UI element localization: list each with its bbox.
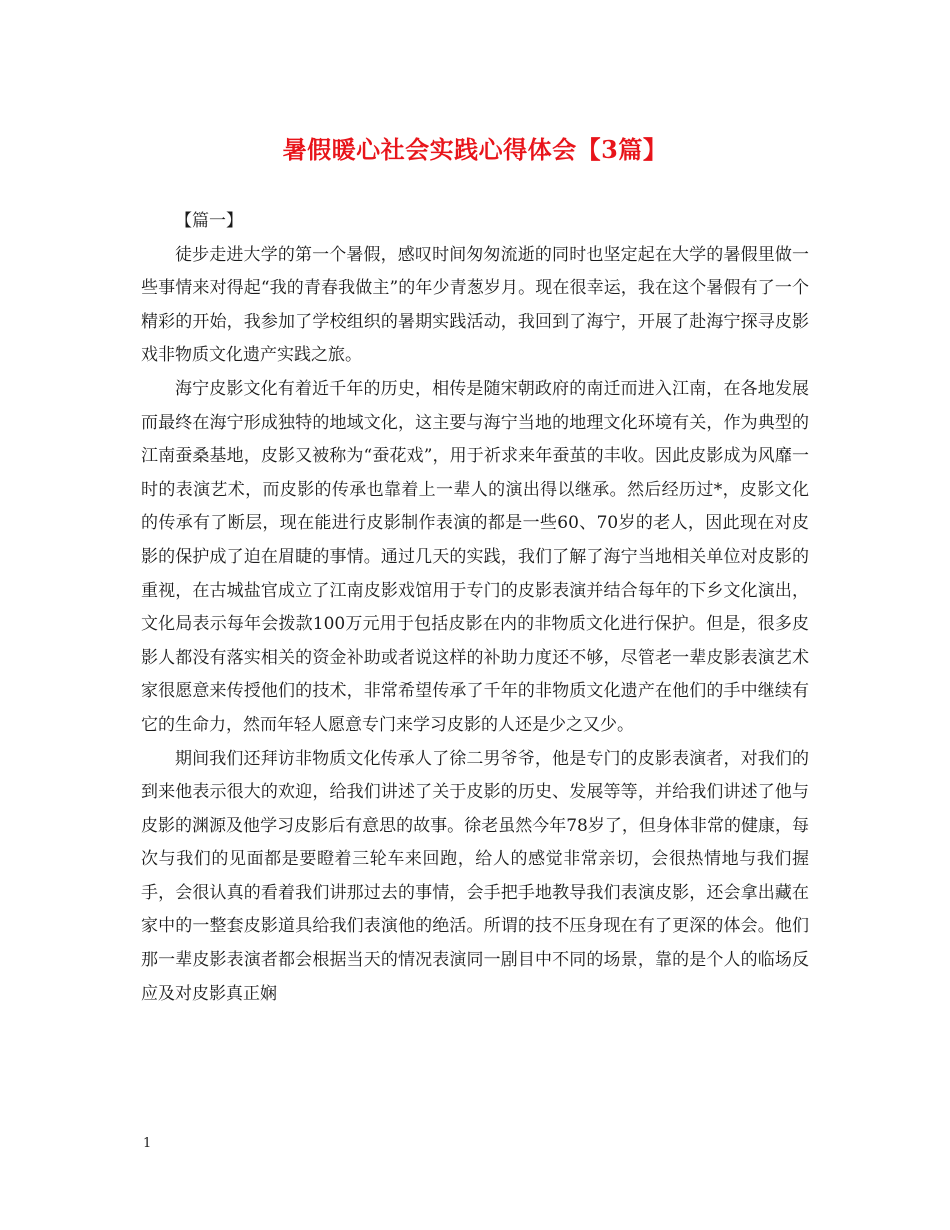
document-body <box>141 205 809 1011</box>
page-number: 1 <box>143 1136 152 1151</box>
section-heading: 【篇一】 <box>175 211 243 231</box>
paragraph-3: 期间我们还拜访非物质文化传承人了徐二男爷爷，他是专门的皮影表演者，对我们的到来他表示很大的欢迎，给我们讲述了关于皮影的历史、发展等等，并给我们讲述了他与皮影的渊源及他学习皮影后有意思的故事。徐老虽然今年78岁了，但身体非常的健康，每次与我们的见面都是要瞪着三轮车来回跑，给人的感觉非常亲切，会很热情地与我们握手，会很认真的看着我们讲那过去的事情，会手把手地教导我们表演皮影，还会拿出藏在家中的一整套皮影道具给我们表演他的绝活。所谓的技不压身现在有了更深的体会。他们那一辈皮影表演者都会根据当天的情况表演同一剧目中不同的场景，靠的是个人的临场反应及对皮影真正娴 <box>141 748 809 1004</box>
paragraph-1: 徒步走进大学的第一个暑假，感叹时间匆匆流逝的同时也坚定起在大学的暑假里做一些事情来对得起“我的青春我做主”的年少青葱岁月。现在很幸运，我在这个暑假有了一个精彩的开始，我参加了学校组织的暑期实践活动，我回到了海宁，开展了赴海宁探寻皮影戏非物质文化遗产实践之旅。 <box>141 244 809 366</box>
document-title: 暑假暖心社会实践心得体会【3篇】 <box>282 135 668 164</box>
paragraph-2: 海宁皮影文化有着近千年的历史，相传是随宋朝政府的南迁而进入江南，在各地发展而最终在海宁形成独特的地域文化，这主要与海宁当地的地理文化环境有关，作为典型的江南蚕桑基地，皮影又被称为“蚕花戏”，用于祈求来年蚕茧的丰收。因此皮影成为风靡一时的表演艺术，而皮影的传承也靠着上一辈人的演出得以继承。然后经历过*，皮影文化的传承有了断层，现在能进行皮影制作表演的都是一些60、70岁的老人，因此现在对皮影的保护成了迫在眉睫的事情。通过几天的实践，我们了解了海宁当地相关单位对皮影的重视，在古城盐官成立了江南皮影戏馆用于专门的皮影表演并结合每年的下乡文化演出，文化局表示每年会拨款100万元用于包括皮影在内的非物质文化进行保护。但是，很多皮影人都没有落实相关的资金补助或者说这样的补助力度还不够，尽管老一辈皮影表演艺术家很愿意来传授他们的技术，非常希望传承了千年的非物质文化遗产在他们的手中继续有它的生命力，然而年轻人愿意专门来学习皮影的人还是少之又少。 <box>141 378 809 735</box>
